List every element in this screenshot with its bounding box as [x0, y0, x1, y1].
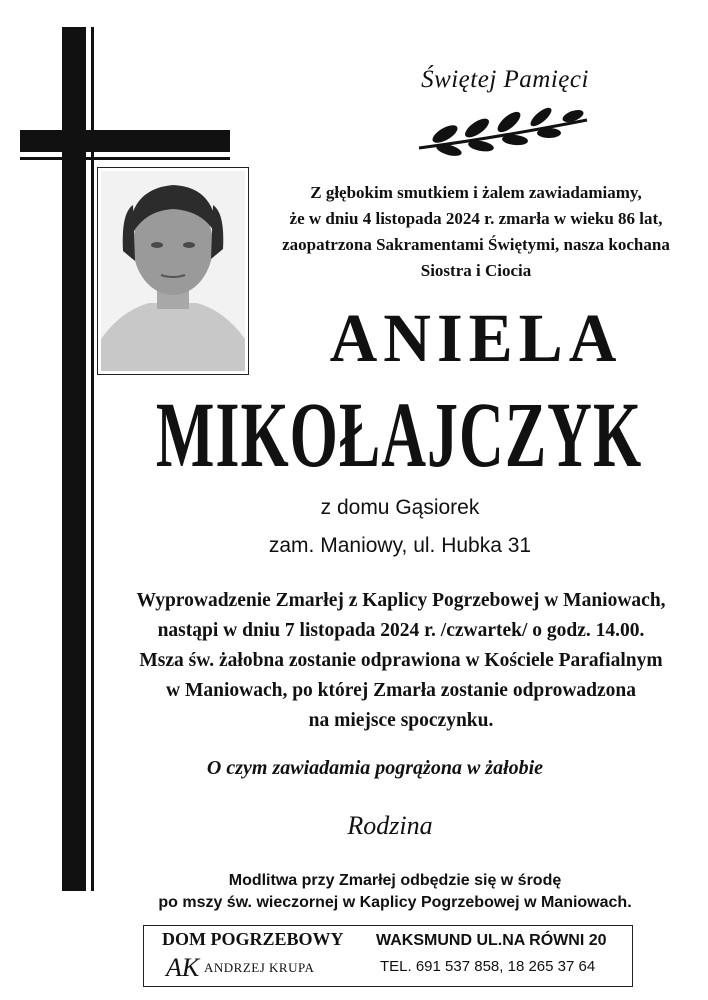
closing-text: O czym zawiadamia pogrążona w żałobie	[206, 757, 544, 779]
palm-branch-icon	[415, 104, 590, 156]
logo-text: AK	[166, 953, 200, 982]
funeral-home-owner: ANDRZEJ KRUPA	[204, 960, 315, 975]
family-signature: Rodzina	[347, 811, 433, 840]
cross-horizontal-bar	[20, 130, 230, 152]
portrait-image	[101, 171, 245, 371]
intro-line: Z głębokim smutkiem i żalem zawiadamiamy,	[310, 183, 642, 202]
intro-text	[250, 180, 702, 284]
intro-line: że w dniu 4 listopada 2024 r. zmarła w wieku 86 lat,	[289, 209, 663, 228]
funeral-details	[95, 586, 707, 736]
funeral-line: w Maniowach, po której Zmarła zostanie odprowadzona	[166, 680, 636, 701]
residence-address: zam. Maniowy, ul. Hubka 31	[268, 534, 532, 557]
intro-line: zaopatrzona Sakramentami Świętymi, nasza kochana	[282, 235, 670, 254]
prayer-info	[95, 870, 695, 914]
funeral-home-box	[143, 925, 633, 987]
funeral-line: Msza św. żałobna zostanie odprawiona w Kościele Parafialnym	[139, 650, 663, 671]
portrait-photo	[97, 167, 249, 375]
deceased-last-name: MIKOŁAJCZYK	[155, 385, 643, 487]
prayer-line: po mszy św. wieczornej w Kaplicy Pogrzebowej w Maniowach.	[158, 894, 632, 911]
funeral-home-address: WAKSMUND UL.NA RÓWNI 20	[376, 932, 607, 949]
deceased-first-name: ANIELA	[329, 300, 623, 377]
header-title: Świętej Pamięci	[421, 66, 589, 93]
funeral-line: na miejsce spoczynku.	[308, 710, 494, 731]
funeral-home-name: DOM POGRZEBOWY	[162, 929, 344, 949]
funeral-line: nastąpi w dniu 7 listopada 2024 r. /czwartek/ o godz. 14.00.	[157, 620, 645, 641]
funeral-home-phone: TEL. 691 537 858, 18 265 37 64	[380, 958, 596, 975]
funeral-home-logo	[164, 950, 204, 984]
intro-line: Siostra i Ciocia	[420, 261, 532, 280]
prayer-line: Modlitwa przy Zmarłej odbędzie się w środę	[228, 872, 562, 889]
maiden-name: z domu Gąsiorek	[320, 496, 480, 519]
funeral-line: Wyprowadzenie Zmarłej z Kaplicy Pogrzebowej w Maniowach,	[136, 590, 666, 611]
